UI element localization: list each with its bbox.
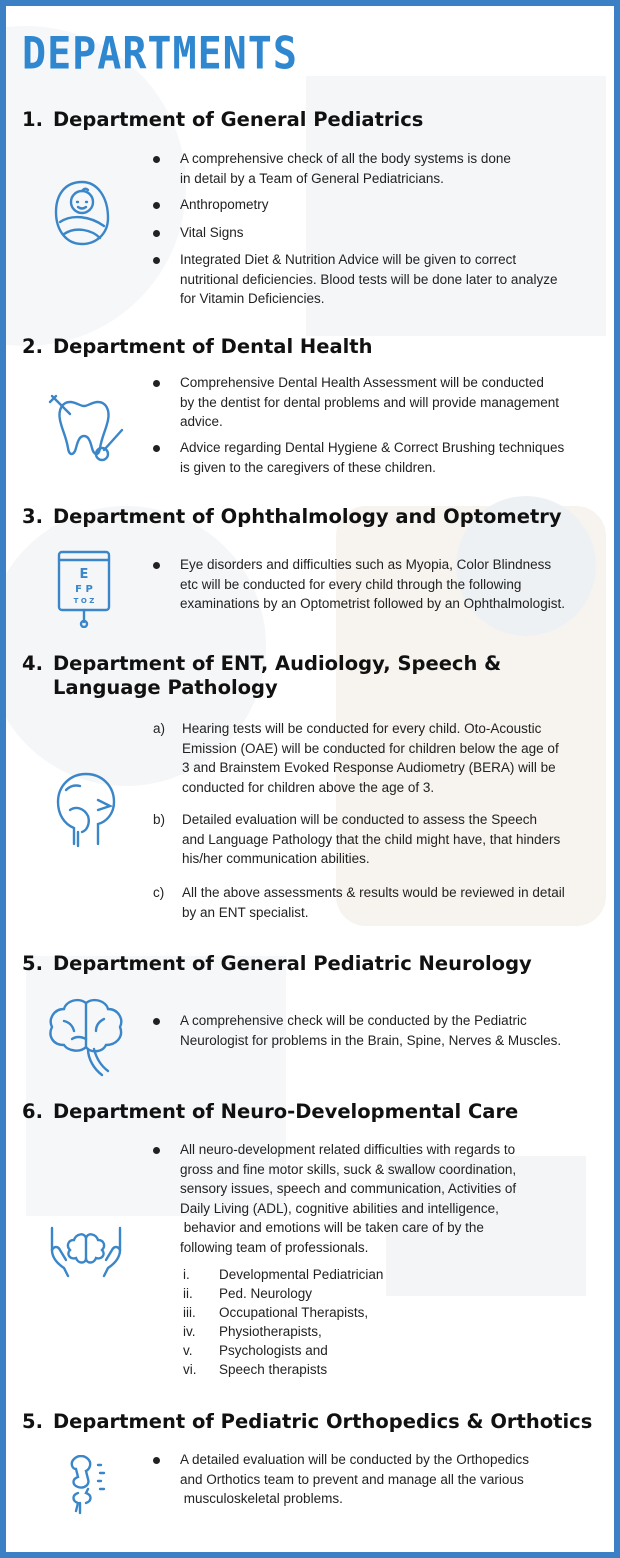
section-heading — [22, 952, 532, 976]
eye-chart-row-2: F P — [75, 584, 93, 595]
list-item: c) All the above assessments & results would be reviewed in detail by an ENT specialist. — [153, 885, 565, 920]
section-title: Department of ENT, Audiology, Speech & Language Pathology — [53, 652, 502, 699]
bullet-item: Comprehensive Dental Health Assessment will be conducted by the dentist for dental problems and will provide management advice. — [180, 373, 600, 432]
bone-joint-icon — [64, 1455, 110, 1515]
section-title: Department of Neuro-Developmental Care — [53, 1100, 519, 1123]
bullet-item: A comprehensive check of all the body systems is done in detail by a Team of General Pediatricians. — [180, 149, 600, 188]
team-list-item: vi. Speech therapists — [183, 1362, 328, 1377]
team-list-item: iii. Occupational Therapists, — [183, 1305, 369, 1320]
page-title: DEPARTMENTS — [22, 28, 298, 80]
section-number: 6. — [22, 1100, 43, 1123]
head-throat-profile-icon — [52, 770, 118, 848]
team-list-item: i. Developmental Pediatrician — [183, 1267, 384, 1282]
bullet-item: Eye disorders and difficulties such as Myopia, Color Blindness etc will be conducted for every child through the following examinations by an Optometrist followed by an Ophthalmologist. — [180, 555, 600, 614]
bullet-item: All neuro-development related difficulties with regards to gross and fine motor skills, suck & swallow coordination, sensory issues, speech and communication, Activities of Daily Living (ADL), cognitive abilities and intelligence, behavior and emotions will be taken care of by the following team of professionals. — [180, 1140, 600, 1257]
swaddled-baby-icon — [52, 178, 112, 248]
section-number: 1. — [22, 108, 43, 131]
list-item: a) Hearing tests will be conducted for every child. Oto-Acoustic Emission (OAE) will be conducted for children below the age of 3 and Brainstem Evoked Response Audiometry (BERA) will be conducted for children above the age of 3. — [153, 721, 559, 795]
bullet-item: A comprehensive check will be conducted by the Pediatric Neurologist for problems in the Brain, Spine, Nerves & Muscles. — [180, 1011, 600, 1050]
team-list-item: v. Psychologists and — [183, 1343, 328, 1358]
section-title: Department of Dental Health — [53, 335, 373, 358]
section-number: 3. — [22, 505, 43, 528]
section-number: 2. — [22, 335, 43, 358]
bullet-item: A detailed evaluation will be conducted by the Orthopedics and Orthotics team to prevent and manage all the various musculoskeletal problems. — [180, 1450, 600, 1509]
section-title: Department of General Pediatrics — [53, 108, 424, 131]
team-list-item: ii. Ped. Neurology — [183, 1286, 313, 1301]
bullet-item: Advice regarding Dental Hygiene & Correct Brushing techniques is given to the caregivers of these children. — [180, 438, 600, 477]
bullet-item: Integrated Diet & Nutrition Advice will be given to correct nutritional deficiencies. Blood tests will be done later to analyze for Vitamin Deficiencies. — [180, 250, 600, 309]
team-list-item: iv. Physiotherapists, — [183, 1324, 322, 1339]
tooth-dental-tools-icon — [48, 392, 128, 466]
list-item: b) Detailed evaluation will be conducted to assess the Speech and Language Pathology that the child might have, that hinders his/her communication abilities. — [153, 812, 561, 866]
section-title: Department of General Pediatric Neurology — [53, 952, 532, 975]
section-title: Department of Ophthalmology and Optometry — [53, 505, 562, 528]
bullet-item: Anthropometry — [180, 195, 600, 215]
eye-chart-row-1: E — [79, 567, 89, 582]
bullet-item: Vital Signs — [180, 223, 600, 243]
eye-chart-icon — [56, 548, 112, 628]
section-number: 5. — [22, 952, 43, 975]
section-number: 5. — [22, 1410, 43, 1433]
section-heading — [22, 652, 501, 700]
section-heading — [22, 1410, 592, 1434]
section-heading — [22, 108, 423, 132]
section-heading — [22, 335, 373, 359]
section-heading — [22, 505, 562, 529]
eye-chart-row-3: T O Z — [73, 597, 95, 605]
brain-icon — [44, 995, 128, 1077]
section-heading — [22, 1100, 518, 1124]
hands-holding-brain-icon — [46, 1222, 126, 1278]
section-title: Department of Pediatric Orthopedics & Orthotics — [53, 1410, 593, 1433]
section-number: 4. — [22, 652, 43, 675]
